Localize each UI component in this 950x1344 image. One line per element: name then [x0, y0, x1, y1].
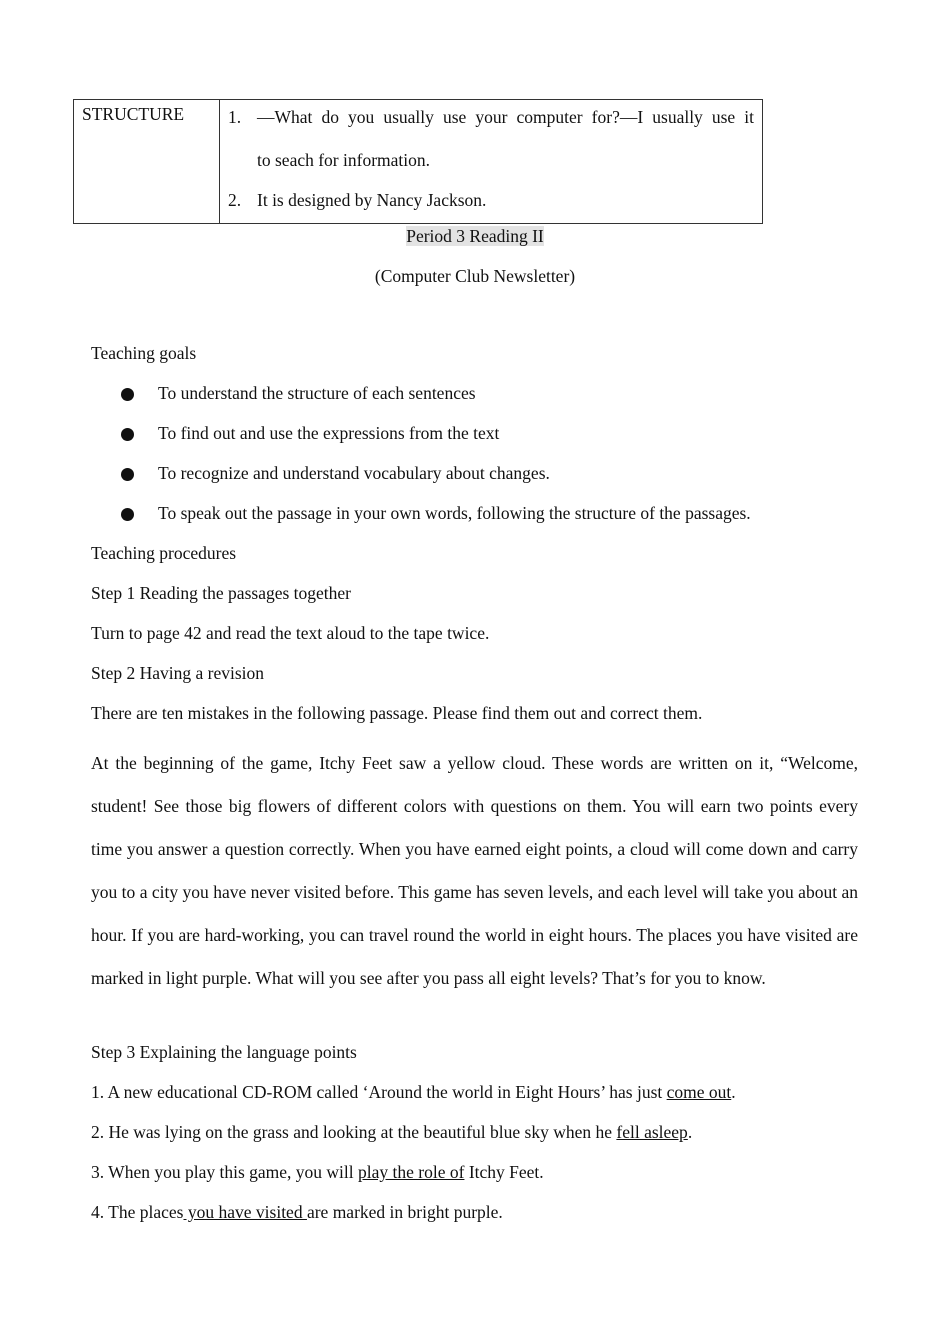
item-text: It is designed by Nancy Jackson.	[257, 190, 487, 210]
revision-passage: At the beginning of the game, Itchy Feet saw a yellow cloud. These words are written on it, “Welcome, student! See those big flowers of different colors with questions on them. You will earn two points every time you answer a question correctly. When you have earned eight points, a cloud will come down and carry you to a city you have never visited before. This game has seven levels, and each level will take you about an hour. If you are hard-working, you can travel round the world in eight hours. The places you have visited are marked in light purple. What will you see after you pass all eight levels? That’s for you to know.	[91, 753, 858, 988]
page-title-row	[0, 226, 950, 247]
step1-text: Turn to page 42 and read the text aloud to the tape twice.	[91, 623, 490, 643]
structure-content	[220, 100, 763, 224]
item-text: to seach for information.	[257, 150, 431, 170]
language-point: 3. When you play this game, you will play the role of Itchy Feet.	[91, 1162, 544, 1182]
step1-heading: Step 1 Reading the passages together	[91, 583, 352, 603]
step2-heading: Step 2 Having a revision	[91, 663, 265, 683]
underlined-phrase: come out	[666, 1082, 732, 1102]
bullet-icon	[121, 468, 134, 481]
step2-text: There are ten mistakes in the following passage. Please find them out and correct them.	[91, 703, 703, 723]
structure-item-1	[228, 104, 754, 130]
page-subtitle: (Computer Club Newsletter)	[374, 266, 576, 286]
language-point: 2. He was lying on the grass and looking at the beautiful blue sky when he fell asleep.	[91, 1122, 693, 1142]
goals-heading: Teaching goals	[91, 343, 197, 363]
structure-label: STRUCTURE	[74, 100, 220, 224]
bullet-icon	[121, 508, 134, 521]
procedures-heading: Teaching procedures	[91, 543, 237, 563]
item-text: —What do you usually use your computer for?—I usually use it	[257, 107, 754, 127]
language-point: 1. A new educational CD-ROM called ‘Around the world in Eight Hours’ has just come out.	[91, 1082, 736, 1102]
language-point: 4. The places you have visited are marked in bright purple.	[91, 1202, 503, 1222]
structure-item-1-cont	[228, 147, 754, 173]
step3-heading: Step 3 Explaining the language points	[91, 1042, 357, 1062]
structure-item-2	[228, 187, 754, 213]
bullet-icon	[121, 388, 134, 401]
structure-table	[73, 99, 763, 224]
bullet-icon	[121, 428, 134, 441]
page-title: Period 3 Reading II	[406, 226, 544, 246]
underlined-phrase: fell asleep	[616, 1122, 688, 1142]
item-number: 1.	[228, 107, 242, 127]
underlined-phrase: you have visited	[183, 1202, 307, 1222]
underlined-phrase: play the role of	[358, 1162, 465, 1182]
item-number: 2.	[228, 190, 242, 210]
